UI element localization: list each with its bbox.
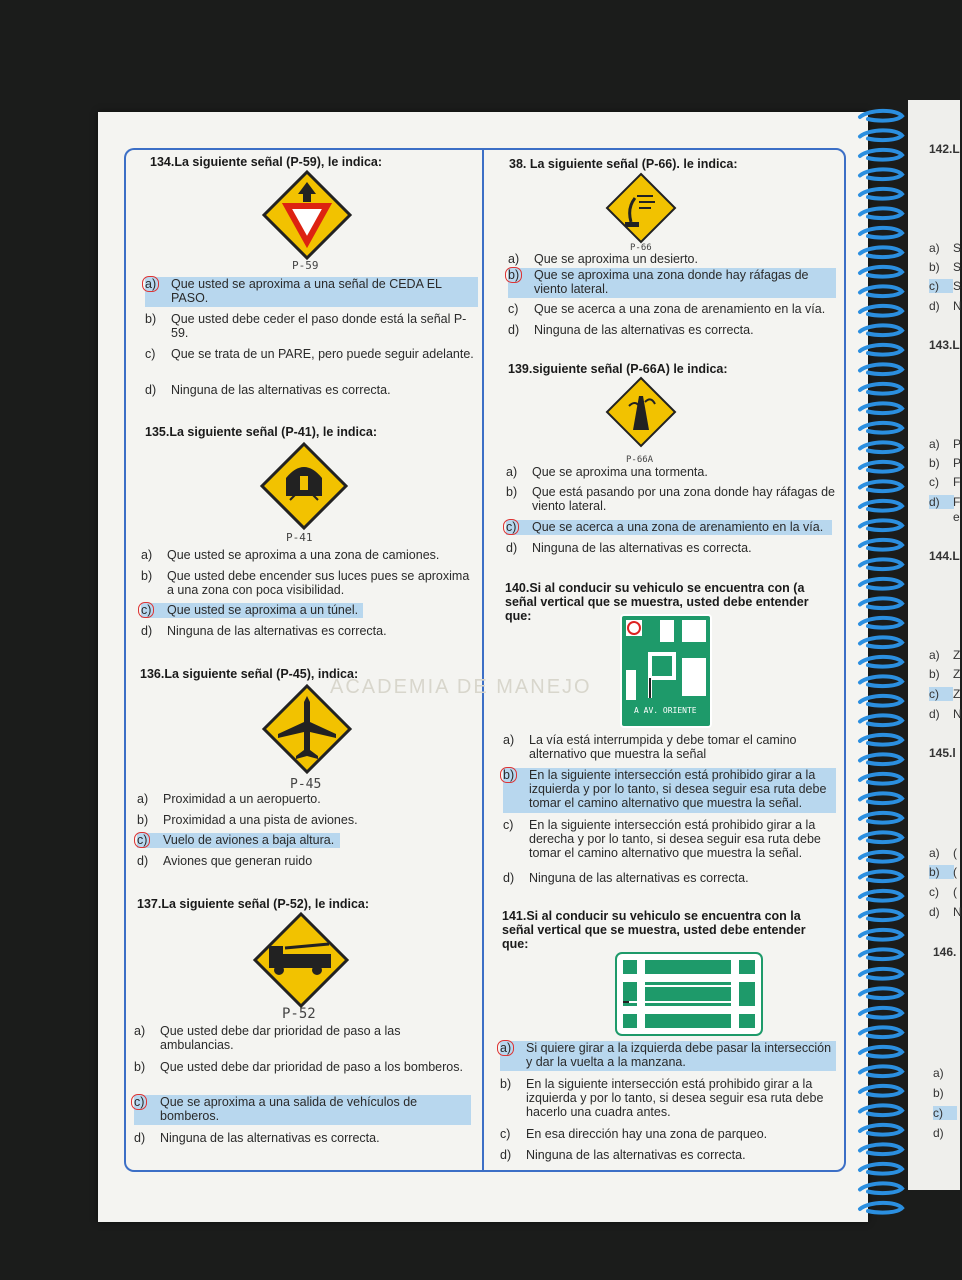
spiral-coil xyxy=(860,169,902,179)
next-letter: b) xyxy=(929,456,940,470)
option-text: Proximidad a una pista de aviones. xyxy=(163,813,358,827)
next-letter: a) xyxy=(933,1066,944,1080)
option-letter: b) xyxy=(505,267,522,283)
spiral-coil xyxy=(860,949,902,959)
option-139-c[interactable] xyxy=(506,520,832,535)
next-frag: P xyxy=(953,437,962,451)
spiral-coil xyxy=(860,267,902,277)
next-letter: c) xyxy=(929,475,939,489)
next-frag: N xyxy=(953,299,962,313)
option-letter: b) xyxy=(500,767,517,783)
spiral-coil xyxy=(860,442,902,452)
spiral-coil xyxy=(860,618,902,628)
detour-sign-label: A AV. ORIENTE xyxy=(634,706,697,715)
option-letter: c) xyxy=(134,832,150,848)
spiral-coil xyxy=(860,1105,902,1115)
spiral-coil xyxy=(860,1203,902,1213)
option-letter: a) xyxy=(506,465,518,479)
option-letter: a) xyxy=(508,252,520,266)
option-text: Que usted debe dar prioridad de paso a los bomberos. xyxy=(160,1060,463,1074)
option-letter: d) xyxy=(145,383,157,397)
spiral-coil xyxy=(860,696,902,706)
next-letter: d) xyxy=(933,1126,944,1140)
option-letter: d) xyxy=(141,624,153,638)
option-text: Vuelo de aviones a baja altura. xyxy=(163,833,335,847)
next-frag: S xyxy=(953,241,962,255)
spiral-binding xyxy=(856,105,908,1215)
option-text: Ninguna de las alternativas es correcta. xyxy=(532,541,752,555)
next-page-q145: 145.l xyxy=(929,746,956,760)
next-frag: P xyxy=(953,456,962,470)
spiral-coil xyxy=(860,910,902,920)
question-136: 136.La siguiente señal (P-45), indica: xyxy=(140,667,359,681)
option-letter: b) xyxy=(145,312,157,326)
spiral-coil xyxy=(860,345,902,355)
spiral-coil xyxy=(860,852,902,862)
option-text: Proximidad a un aeropuerto. xyxy=(163,792,321,806)
option-text: Que usted se aproxima a una zona de camiones. xyxy=(167,548,440,562)
option-letter: b) xyxy=(137,813,149,827)
next-letter: a) xyxy=(929,846,940,860)
option-text: Que está pasando por una zona donde hay ráfagas de viento lateral. xyxy=(532,485,836,513)
sign-code-p41: P-41 xyxy=(286,531,313,544)
next-frag: Z xyxy=(953,667,961,681)
option-135-c[interactable] xyxy=(141,603,363,618)
option-134-a[interactable] xyxy=(145,277,478,307)
spiral-coil xyxy=(860,208,902,218)
sign-code-p66a: P-66A xyxy=(626,455,654,465)
spiral-coil xyxy=(860,657,902,667)
question-135: 135.La siguiente señal (P-41), le indica: xyxy=(145,425,378,439)
next-frag: e xyxy=(953,510,960,524)
next-letter-highlight: c) xyxy=(929,279,953,293)
spiral-coil xyxy=(860,325,902,335)
next-frag: N xyxy=(953,905,962,919)
next-letter: a) xyxy=(929,437,940,451)
option-text: Que usted se aproxima a un túnel. xyxy=(167,603,359,617)
spiral-coil xyxy=(860,735,902,745)
option-letter: a) xyxy=(497,1040,514,1056)
next-letter: d) xyxy=(929,905,940,919)
spiral-coil xyxy=(860,559,902,569)
spiral-coil xyxy=(860,423,902,433)
option-letter: a) xyxy=(142,276,159,292)
spiral-coil xyxy=(860,501,902,511)
option-letter: a) xyxy=(141,548,153,562)
next-frag: F xyxy=(953,475,961,489)
option-letter: b) xyxy=(134,1060,146,1074)
spiral-coil xyxy=(860,403,902,413)
spiral-coil xyxy=(860,813,902,823)
option-text: Ninguna de las alternativas es correcta. xyxy=(167,624,387,638)
option-letter: a) xyxy=(137,792,149,806)
spiral-coil xyxy=(860,1183,902,1193)
spiral-coil xyxy=(860,150,902,160)
question-139: 139.siguiente señal (P-66A) le indica: xyxy=(508,362,728,376)
spiral-coil xyxy=(860,1066,902,1076)
option-text: Que usted debe dar prioridad de paso a las ambulancias. xyxy=(160,1024,401,1052)
spiral-coil xyxy=(860,1047,902,1057)
spiral-coil xyxy=(860,286,902,296)
spiral-coil xyxy=(860,637,902,647)
spiral-coil xyxy=(860,540,902,550)
option-140-b[interactable] xyxy=(503,768,836,813)
next-frag: ( xyxy=(953,865,957,879)
question-138: 38. La siguiente señal (P-66). le indica: xyxy=(509,157,738,171)
spiral-coil xyxy=(860,598,902,608)
spiral-coil xyxy=(860,520,902,530)
option-letter: c) xyxy=(138,602,154,618)
option-text: Aviones que generan ruido xyxy=(163,854,313,868)
option-141-a[interactable] xyxy=(500,1041,836,1071)
spiral-coil xyxy=(860,930,902,940)
spiral-coil xyxy=(860,1164,902,1174)
question-134: 134.La siguiente señal (P-59), le indica: xyxy=(150,155,383,169)
next-frag: S xyxy=(953,279,962,293)
option-136-c[interactable] xyxy=(137,833,340,848)
spiral-coil xyxy=(860,481,902,491)
spiral-coil xyxy=(860,1008,902,1018)
option-137-c[interactable] xyxy=(134,1095,471,1125)
watermark-text: ACADEMIA DE MANEJO xyxy=(330,676,592,698)
option-text: Ninguna de las alternativas es correcta. xyxy=(171,383,391,397)
next-page-q144: 144.L xyxy=(929,549,960,563)
next-letter: c) xyxy=(929,885,939,899)
option-letter: d) xyxy=(137,854,149,868)
next-letter-highlight: b) xyxy=(929,865,954,879)
spiral-coil xyxy=(860,111,902,121)
next-frag: ( xyxy=(953,846,957,860)
option-letter: c) xyxy=(503,519,519,535)
option-text: Que se acerca a una zona de arenamiento en la vía. xyxy=(532,520,824,534)
option-text: Que se trata de un PARE, pero puede seguir adelante. xyxy=(171,347,474,361)
option-letter: a) xyxy=(503,733,515,747)
spiral-coil xyxy=(860,462,902,472)
option-text: En la siguiente intersección está prohibido girar a la derecha y por lo tanto, si desea seguir esa ruta debe tomar el camino alternativo que muestra la señal. xyxy=(529,818,821,860)
option-text: Que se acerca a una zona de arenamiento en la vía. xyxy=(534,302,826,316)
spiral-coil xyxy=(860,676,902,686)
around-block-sign-icon xyxy=(615,952,763,1036)
option-letter: d) xyxy=(134,1131,146,1145)
spiral-coil xyxy=(860,832,902,842)
spiral-coil xyxy=(860,969,902,979)
option-text: La vía está interrumpida y debe tomar el camino alternativo que muestra la señal xyxy=(529,733,797,761)
sign-code-p52: P-52 xyxy=(282,1006,316,1022)
option-text: Que se aproxima un desierto. xyxy=(534,252,698,266)
option-text: Ninguna de las alternativas es correcta. xyxy=(526,1148,746,1162)
spiral-coil xyxy=(860,774,902,784)
sign-code-p59: P-59 xyxy=(292,259,319,272)
option-letter: c) xyxy=(145,347,156,361)
tunnel-sign-icon xyxy=(260,442,348,530)
option-text: Que se aproxima una tormenta. xyxy=(532,465,708,479)
spiral-coil xyxy=(860,871,902,881)
wind-sign-icon xyxy=(605,172,677,244)
next-letter: d) xyxy=(929,299,940,313)
next-frag: N xyxy=(953,707,962,721)
next-page-q142: 142.L xyxy=(929,142,960,156)
next-letter-highlight: c) xyxy=(933,1106,957,1120)
spiral-coil xyxy=(860,130,902,140)
option-letter: b) xyxy=(141,569,153,583)
yield-ahead-sign-icon xyxy=(262,170,352,260)
option-text: En la siguiente intersección está prohibido girar a la izquierda y por lo tanto, si desea seguir esa ruta debe hacerlo una cuadra antes. xyxy=(526,1077,824,1119)
sand-on-road-sign-icon xyxy=(605,376,677,448)
spiral-coil xyxy=(860,1144,902,1154)
next-frag: Z xyxy=(953,648,961,662)
option-138-b[interactable] xyxy=(508,268,836,298)
option-text: Que usted debe ceder el paso donde está la señal P-59. xyxy=(171,312,467,340)
option-letter: d) xyxy=(506,541,518,555)
option-letter: b) xyxy=(506,485,518,499)
spiral-coil xyxy=(860,247,902,257)
spiral-coil xyxy=(860,891,902,901)
option-letter: c) xyxy=(500,1127,511,1141)
next-frag: F xyxy=(953,495,961,509)
spiral-coil xyxy=(860,1027,902,1037)
spiral-coil xyxy=(860,579,902,589)
option-text: Ninguna de las alternativas es correcta. xyxy=(534,323,754,337)
option-text: Que usted se aproxima a una señal de CEDA EL PASO. xyxy=(171,277,442,305)
option-letter: a) xyxy=(134,1024,146,1038)
next-frag: S xyxy=(953,260,962,274)
question-140: 140.Si al conducir su vehiculo se encuentra con (a señal vertical que se muestra, usted debe entender que: xyxy=(505,581,809,623)
spiral-coil xyxy=(860,189,902,199)
option-letter: d) xyxy=(500,1148,512,1162)
next-letter-highlight: d) xyxy=(929,495,954,509)
spiral-coil xyxy=(860,988,902,998)
next-page-q146: 146. xyxy=(933,945,957,959)
question-141: 141.Si al conducir su vehiculo se encuentra con la señal vertical que se muestra, usted debe entender que: xyxy=(502,909,806,951)
next-letter: d) xyxy=(929,707,940,721)
option-letter: b) xyxy=(500,1077,512,1091)
next-frag: Z xyxy=(953,687,961,701)
next-frag: ( xyxy=(953,885,957,899)
next-letter: a) xyxy=(929,648,940,662)
next-page-q143: 143.L xyxy=(929,338,960,352)
fire-truck-sign-icon xyxy=(253,912,349,1008)
option-letter: d) xyxy=(508,323,520,337)
option-letter: d) xyxy=(503,871,515,885)
spiral-coil xyxy=(860,1125,902,1135)
spiral-coil xyxy=(860,1086,902,1096)
option-text: Que se aproxima a una salida de vehículos de bomberos. xyxy=(160,1095,418,1123)
sign-code-p66: P-66 xyxy=(630,243,652,253)
sign-code-p45: P-45 xyxy=(290,777,322,792)
question-137: 137.La siguiente señal (P-52), le indica: xyxy=(137,897,370,911)
option-text: Ninguna de las alternativas es correcta. xyxy=(160,1131,380,1145)
next-letter-highlight: c) xyxy=(929,687,953,701)
spiral-coil xyxy=(860,754,902,764)
airplane-sign-icon xyxy=(262,684,352,774)
option-letter: c) xyxy=(503,818,514,832)
next-letter: b) xyxy=(929,667,940,681)
option-text: Ninguna de las alternativas es correcta. xyxy=(529,871,749,885)
spiral-coil xyxy=(860,364,902,374)
spiral-coil xyxy=(860,793,902,803)
next-letter: b) xyxy=(929,260,940,274)
option-text: Que se aproxima una zona donde hay ráfagas de viento lateral. xyxy=(534,268,809,296)
spiral-coil xyxy=(860,384,902,394)
option-text: En esa dirección hay una zona de parqueo. xyxy=(526,1127,768,1141)
spiral-coil xyxy=(860,228,902,238)
option-text: Que usted debe encender sus luces pues se aproxima a una zona con poca visibilidad. xyxy=(167,569,470,597)
next-letter: b) xyxy=(933,1086,944,1100)
option-letter: c) xyxy=(131,1094,147,1110)
spiral-coil xyxy=(860,306,902,316)
next-letter: a) xyxy=(929,241,940,255)
spiral-coil xyxy=(860,715,902,725)
option-text: Si quiere girar a la izquierda debe pasar la intersección y dar la vuelta a la manzana. xyxy=(526,1041,832,1069)
option-letter: c) xyxy=(508,302,519,316)
option-text: En la siguiente intersección está prohibido girar a la izquierda y por lo tanto, si desea seguir esa ruta debe tomar el camino alternativo que muestra la señal. xyxy=(529,768,827,810)
